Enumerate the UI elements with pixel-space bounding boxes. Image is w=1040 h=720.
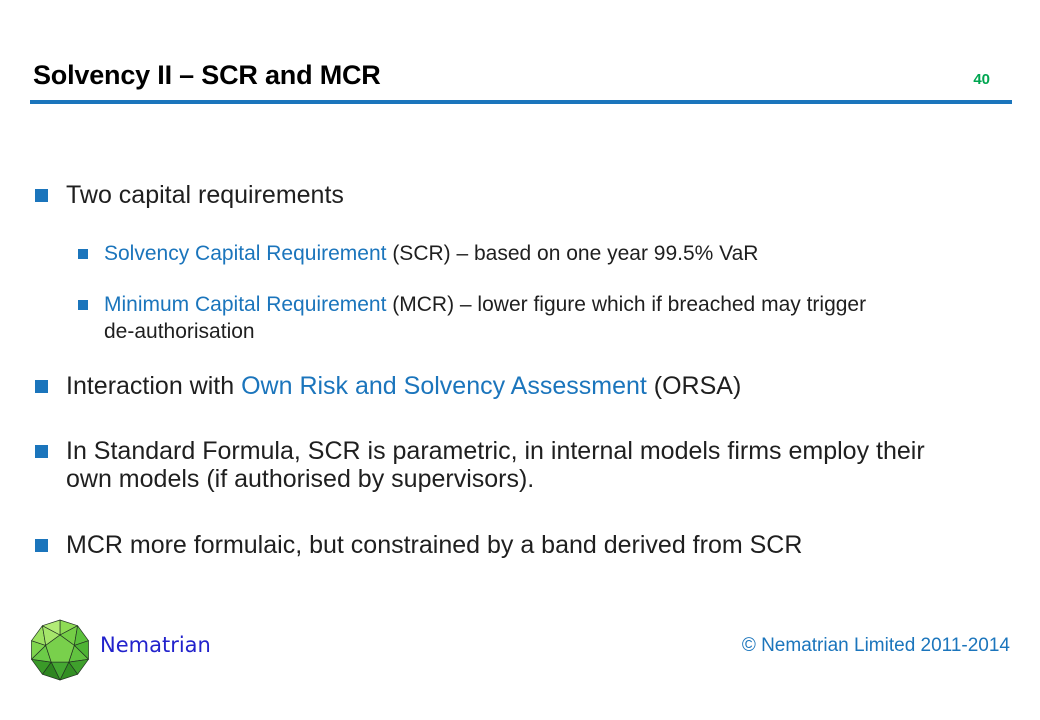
bullet-text: MCR more formulaic, but constrained by a band derived from SCR (66, 531, 803, 559)
bullet-text (66, 372, 741, 400)
nematrian-brand-link[interactable]: Nematrian (100, 633, 211, 657)
bullet-square-icon (35, 189, 48, 202)
sub-bullet-item-scr (78, 240, 1010, 267)
nematrian-logo-icon[interactable] (27, 617, 93, 683)
bullet-text (66, 437, 925, 493)
bullet-square-icon (78, 300, 88, 310)
orsa-term-link[interactable]: Own Risk and Solvency Assessment (241, 372, 647, 400)
bullet-square-icon (35, 445, 48, 458)
bullet-text: Two capital requirements (66, 181, 344, 209)
bullet-post: (ORSA) (646, 372, 742, 400)
bullet-square-icon (35, 539, 48, 552)
sub-bullet-rest: (SCR) – based on one year 99.5% VaR (386, 242, 759, 265)
page-number: 40 (973, 71, 990, 88)
slide-body (35, 181, 1010, 559)
bullet-item-two-capital-requirements (35, 181, 1010, 209)
slide-footer (0, 630, 1040, 720)
sub-bullet-text (104, 291, 866, 345)
sub-bullet-text (104, 240, 758, 267)
bullet-item-orsa (35, 372, 1010, 400)
bullet-item-standard-formula (35, 437, 1010, 493)
bullet-line1: In Standard Formula, SCR is parametric, in internal models firms employ their (66, 437, 925, 465)
bullet-line2: own models (if authorised by supervisors). (66, 465, 535, 493)
page-title: Solvency II – SCR and MCR (33, 60, 381, 90)
sub-bullet-rest-line2: de-authorisation (104, 320, 255, 343)
bullet-square-icon (78, 249, 88, 259)
bullet-item-mcr-band (35, 531, 1010, 559)
copyright-text: © Nematrian Limited 2011-2014 (741, 635, 1010, 656)
bullet-pre: Interaction with (66, 372, 242, 400)
mcr-term-link[interactable]: Minimum Capital Requirement (104, 293, 387, 316)
bullet-square-icon (35, 380, 48, 393)
slide-header (30, 60, 1012, 104)
scr-term-link[interactable]: Solvency Capital Requirement (104, 242, 387, 265)
sub-bullet-rest-line1: (MCR) – lower figure which if breached may trigger (386, 293, 867, 316)
sub-bullet-item-mcr (78, 291, 1010, 345)
